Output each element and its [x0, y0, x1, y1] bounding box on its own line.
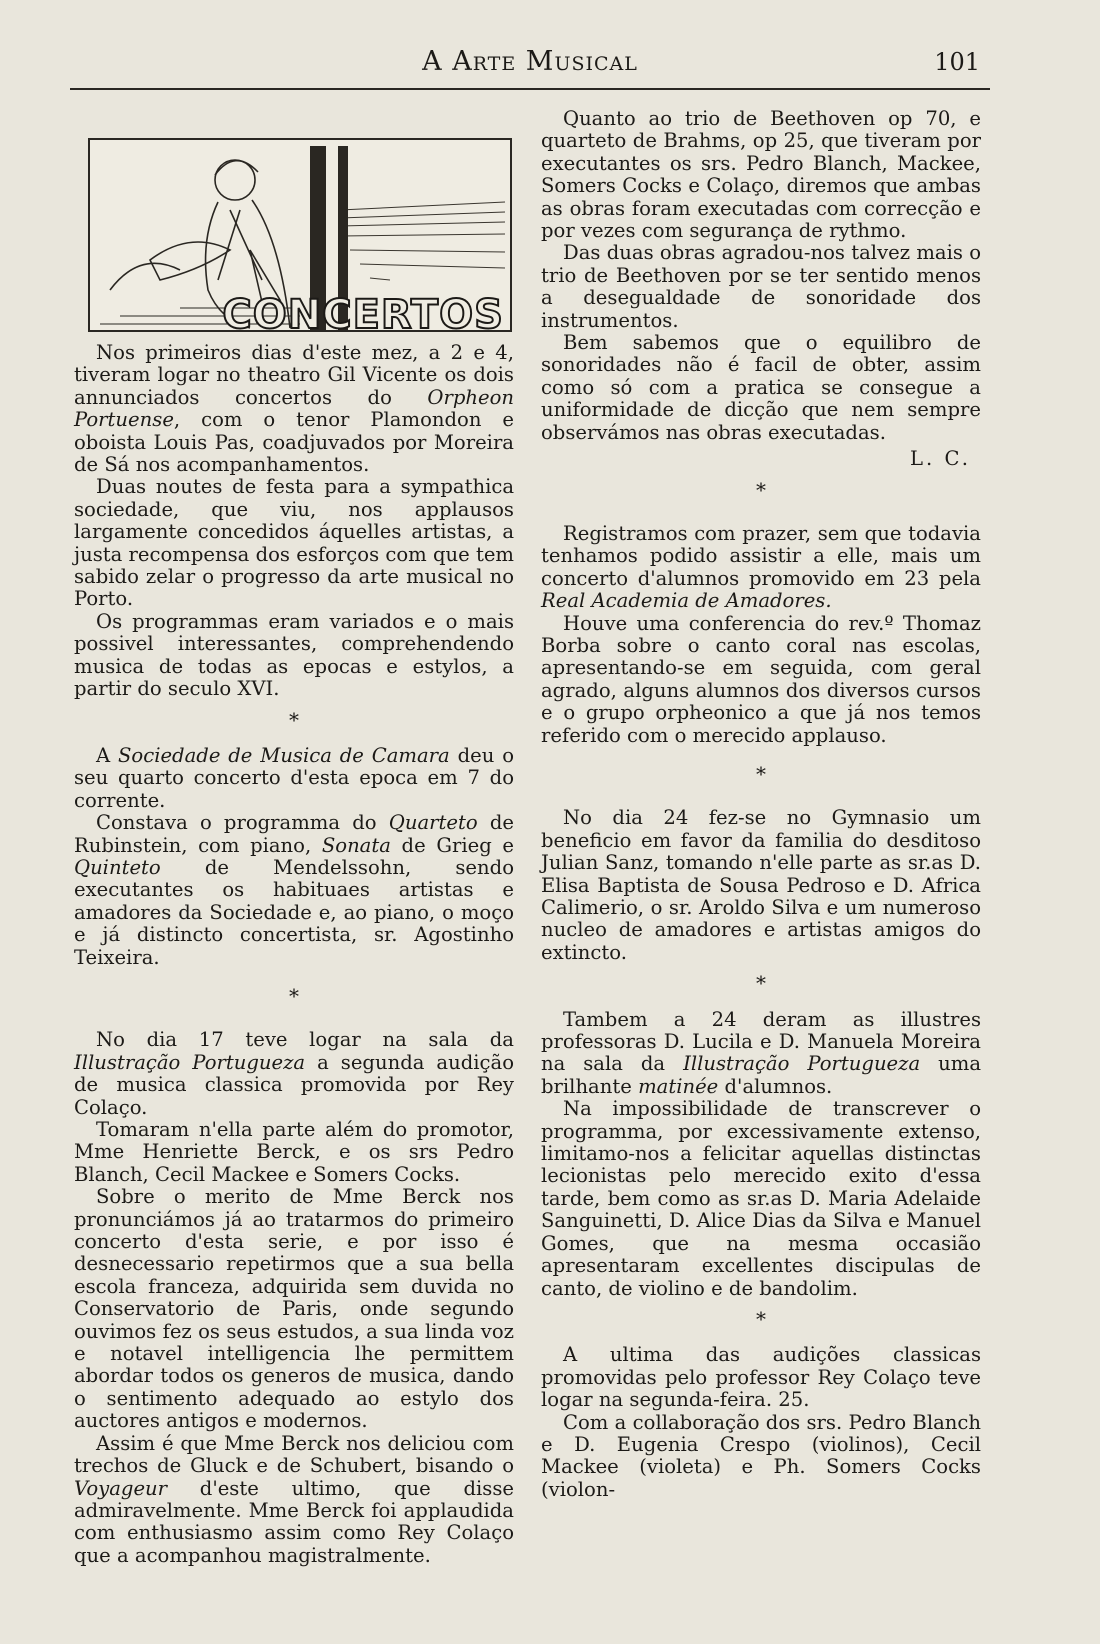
paragraph: Registramos com prazer, sem que todavia tenhamos podido assistir a elle, mais um concerto d'alumnos promovido em 23 pela Real Academia de Amadores.: [541, 521, 981, 613]
paragraph: Tomaram n'ella parte além do promotor, Mme Henriette Berck, e os srs Pedro Blanch, Cecil Mackee e Somers Cocks.: [74, 1118, 514, 1186]
concertos-illustration: [88, 138, 512, 332]
paragraph: Os programmas eram variados e o mais possivel interessantes, comprehendendo musica de todas as epocas e estylos, a partir do seculo XVI.: [74, 609, 514, 701]
paragraph: A Sociedade de Musica de Camara deu o seu quarto concerto d'esta epoca em 7 do corrente.: [74, 743, 514, 812]
banner-title: CONCERTOS: [222, 291, 504, 332]
paragraph: Bem sabemos que o equilibro de sonoridades não é facil de obter, assim como só com a pratica se consegue a uniformidade de dicção que nem sempre observámos nas obras executadas.: [541, 331, 981, 444]
page-header: [70, 42, 990, 82]
page-number: 101: [934, 48, 980, 76]
section-separator: *: [756, 761, 766, 786]
running-title: A Arte Musical: [422, 46, 638, 77]
section-separator: *: [289, 983, 299, 1008]
paragraph: A ultima das audições classicas promovidas pelo professor Rey Colaço teve logar na segunda-feira. 25.: [541, 1343, 981, 1412]
paragraph: Sobre o merito de Mme Berck nos pronunciámos já ao tratarmos do primeiro concerto d'esta serie, e por isso é desnecessario repetirmos que a sua bella escola franceza, adquirida sem duvida no Conservatorio de Paris, onde segundo ouvimos fez os seus estudos, a sua linda voz e notavel intelligencia lhe permittem abordar todos os generos de musica, dando o sentimento adequado ao estylo dos auctores antigos e modernos.: [74, 1185, 514, 1433]
paragraph: Constava o programma do Quarteto de Rubinstein, com piano, Sonata de Grieg e Quinteto de Mendelssohn, sendo executantes os habituaes artistas e amadores da Sociedade e, ao piano, o moço e já distincto concertista, sr. Agostinho Teixeira.: [74, 811, 514, 969]
right-column: [541, 108, 981, 1501]
paragraph: Na impossibilidade de transcrever o programma, por excessivamente extenso, limitamo-nos a felicitar aquellas distinctas lecionistas pelo merecido exito d'essa tarde, bem como as sr.as D. Maria Adelaide Sanguinetti, D. Alice Dias da Silva e Manuel Gomes, que na mesma occasião apresentaram excellentes discipulas de canto, de violino e de bandolim.: [541, 1097, 981, 1300]
paragraph: Com a collaboração dos srs. Pedro Blanch e D. Eugenia Crespo (violinos), Cecil Mackee (violeta) e Ph. Somers Cocks (violon-: [541, 1410, 981, 1501]
section-separator: *: [756, 971, 766, 996]
paragraph: No dia 17 teve logar na sala da Illustração Portugueza a segunda audição de musica classica promovida por Rey Colaço.: [74, 1028, 514, 1119]
paragraph: No dia 24 fez-se no Gymnasio um beneficio em favor da familia do desditoso Julian Sanz, tomando n'elle parte as sr.as D. Elisa Baptista de Sousa Pedroso e D. Africa Calimerio, o sr. Aroldo Silva e um numeroso nucleo de amadores e artistas amigos do extincto.: [541, 806, 981, 964]
author-signature: L. C.: [910, 447, 971, 471]
paragraph: Assim é que Mme Berck nos deliciou com trechos de Gluck e de Schubert, bisando o Voyageur d'este ultimo, que disse admiravelmente. Mme Berck foi applaudida com enthusiasmo assim como Rey Colaço que a acompanhou magistralmente.: [74, 1431, 514, 1567]
paragraph: Nos primeiros dias d'este mez, a 2 e 4, tiveram logar no theatro Gil Vicente os dois annunciados concertos do Orpheon Portuense, com o tenor Plamondon e oboista Louis Pas, coadjuvados por Moreira de Sá nos acompanhamentos.: [74, 341, 514, 477]
section-separator: *: [289, 707, 299, 732]
header-rule: [70, 88, 990, 90]
paragraph: Duas noutes de festa para a sympathica sociedade, que viu, nos applausos largamente concedidos áquelles artistas, a justa recompensa dos esforços com que tem sabido zelar o progresso da arte musical no Porto.: [74, 475, 514, 611]
section-separator: *: [756, 1306, 766, 1331]
paragraph: Houve uma conferencia do rev.º Thomaz Borba sobre o canto coral nas escolas, apresentando-se em seguida, com geral agrado, alguns alumnos dos diversos cursos e o grupo orpheonico a que já nos temos referido com o merecido applauso.: [541, 611, 981, 747]
section-separator: *: [756, 477, 766, 502]
left-column: [74, 108, 514, 1567]
paragraph: Das duas obras agradou-nos talvez mais o trio de Beethoven por se ter sentido menos a desegualdade de sonoridade dos instrumentos.: [541, 241, 981, 332]
paragraph: Quanto ao trio de Beethoven op 70, e quarteto de Brahms, op 25, que tiveram por executantes os srs. Pedro Blanch, Mackee, Somers Cocks e Colaço, diremos que ambas as obras foram executadas com correcção e por vezes com segurança de rythmo.: [541, 107, 981, 243]
paragraph: Tambem a 24 deram as illustres professoras D. Lucila e D. Manuela Moreira na sala da Illustração Portugueza uma brilhante matinée d'alumnos.: [541, 1007, 982, 1098]
